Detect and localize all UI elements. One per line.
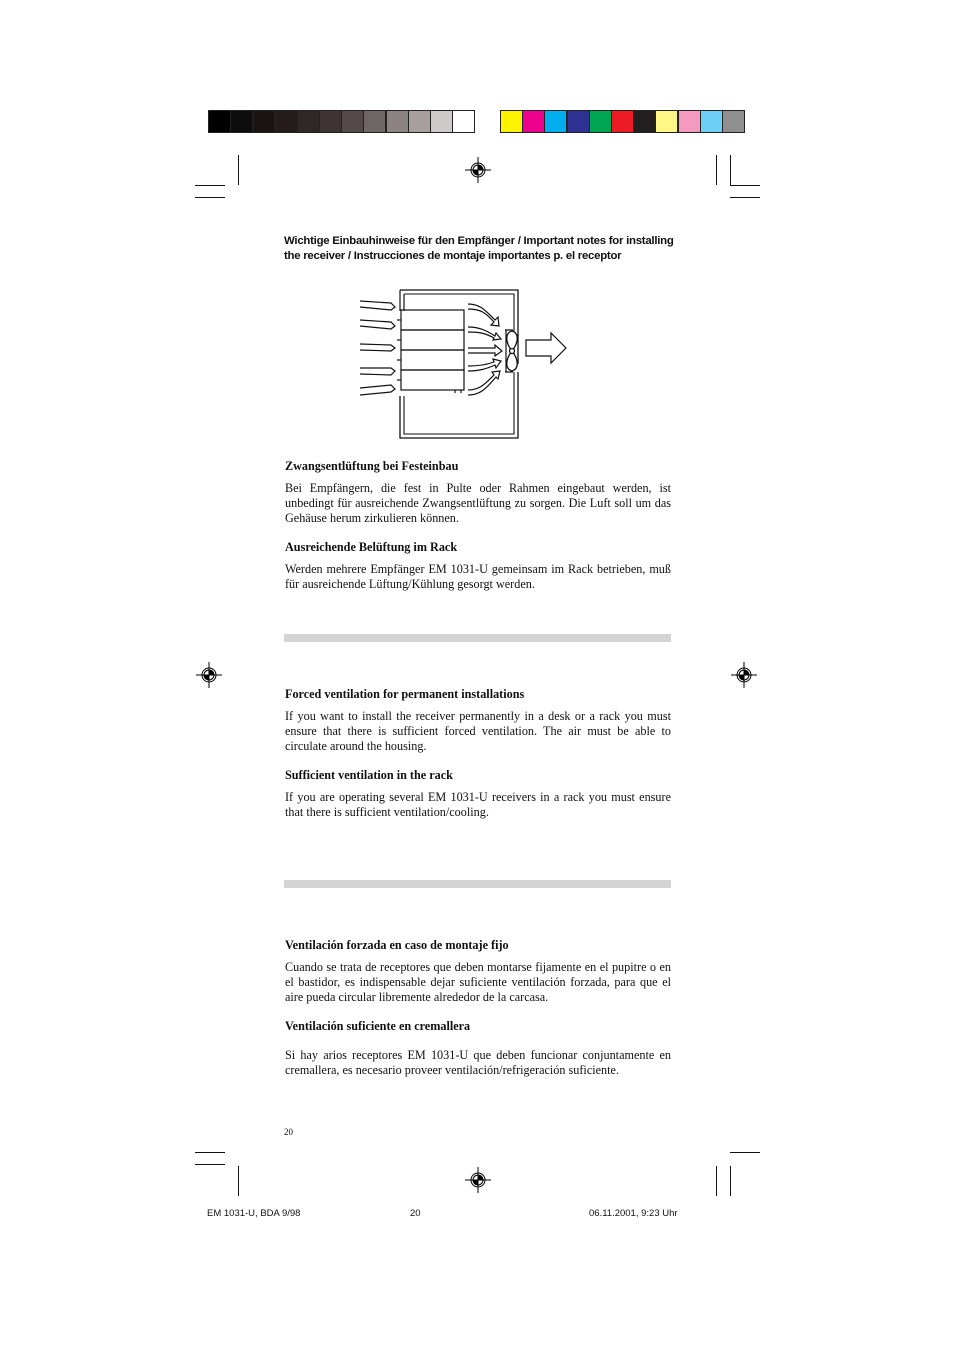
crop-mark [730,1152,760,1153]
section-divider [284,634,671,642]
page-heading: Wichtige Einbauhinweise für den Empfänger / Important notes for installing the receiver / Instrucciones de montaje importantes p. el receptor [284,235,674,262]
section-title-es-1: Ventilación forzada en caso de montaje fijo [285,938,509,952]
color-swatch [655,110,678,133]
color-swatch [544,110,567,133]
color-swatch [500,110,523,133]
color-swatch [297,110,320,133]
color-swatch [363,110,386,133]
color-swatch [633,110,656,133]
registration-mark-icon [465,1167,491,1193]
section-text-de-1: Bei Empfängern, die fest in Pulte oder Rahmen eingebaut werden, ist unbedingt für ausreichende Zwangsentlüftung zu sorgen. Die Luft soll um das Gehäuse herum zirkulieren können. [285,481,671,525]
color-swatch [589,110,612,133]
color-swatch [230,110,253,133]
color-swatch [408,110,431,133]
section-title-de-1: Zwangsentlüftung bei Festeinbau [285,459,459,473]
section-title-es-2: Ventilación suficiente en cremallera [285,1019,471,1033]
crop-mark [238,155,239,185]
footer-file-name: EM 1031-U, BDA 9/98 [207,1208,301,1219]
color-swatch [452,110,475,133]
section-title-en-2: Sufficient ventilation in the rack [285,768,453,782]
section-text-de-2: Werden mehrere Empfänger EM 1031-U gemeinsam im Rack betrieben, muß für ausreichende Lüftung/Kühlung gesorgt werden. [285,562,671,591]
color-swatch [722,110,745,133]
footer-timestamp: 06.11.2001, 9:23 Uhr [589,1208,678,1219]
crop-mark [195,185,225,186]
rack-ventilation-diagram [355,286,575,442]
section-title-de-2: Ausreichende Belüftung im Rack [285,540,458,554]
section-text-es-1: Cuando se trata de receptores que deben montarse fijamente en el pupitre o en el bastidor, es indispensable dejar suficiente ventilación forzada, para que el aire pueda circular libremente alrededor de la carcasa. [285,960,671,1004]
crop-mark [730,1166,731,1196]
color-swatch [208,110,231,133]
color-swatch [678,110,701,133]
section-text-es-2: Si hay arios receptores EM 1031-U que deben funcionar conjuntamente en cremallera, es necesario proveer ventilación/refrigeración suficiente. [285,1048,671,1077]
footer-page: 20 [410,1208,421,1219]
registration-mark-icon [731,662,757,688]
crop-mark [195,1152,225,1153]
crop-mark [730,185,760,186]
color-swatch [275,110,298,133]
crop-mark [730,155,731,185]
registration-mark-icon [465,157,491,183]
crop-mark [238,1166,239,1196]
color-swatch [700,110,723,133]
crop-mark [195,197,225,198]
registration-mark-icon [196,662,222,688]
color-swatch [522,110,545,133]
color-swatch [341,110,364,133]
section-text-en-1: If you want to install the receiver permanently in a desk or a rack you must ensure that there is sufficient forced ventilation. The air must be able to circulate around the housing. [285,709,671,753]
color-swatch [611,110,634,133]
crop-mark [716,1166,717,1196]
section-text-en-2: If you are operating several EM 1031-U receivers in a rack you must ensure that there is sufficient ventilation/cooling. [285,790,671,819]
section-title-en-1: Forced ventilation for permanent installations [285,687,525,701]
color-swatch [386,110,409,133]
section-divider [284,880,671,888]
color-swatch [252,110,275,133]
crop-mark [716,155,717,185]
page-number: 20 [284,1127,293,1137]
color-swatch [567,110,590,133]
color-swatch [430,110,453,133]
crop-mark [195,1164,225,1165]
color-swatch [319,110,342,133]
crop-mark [730,197,760,198]
